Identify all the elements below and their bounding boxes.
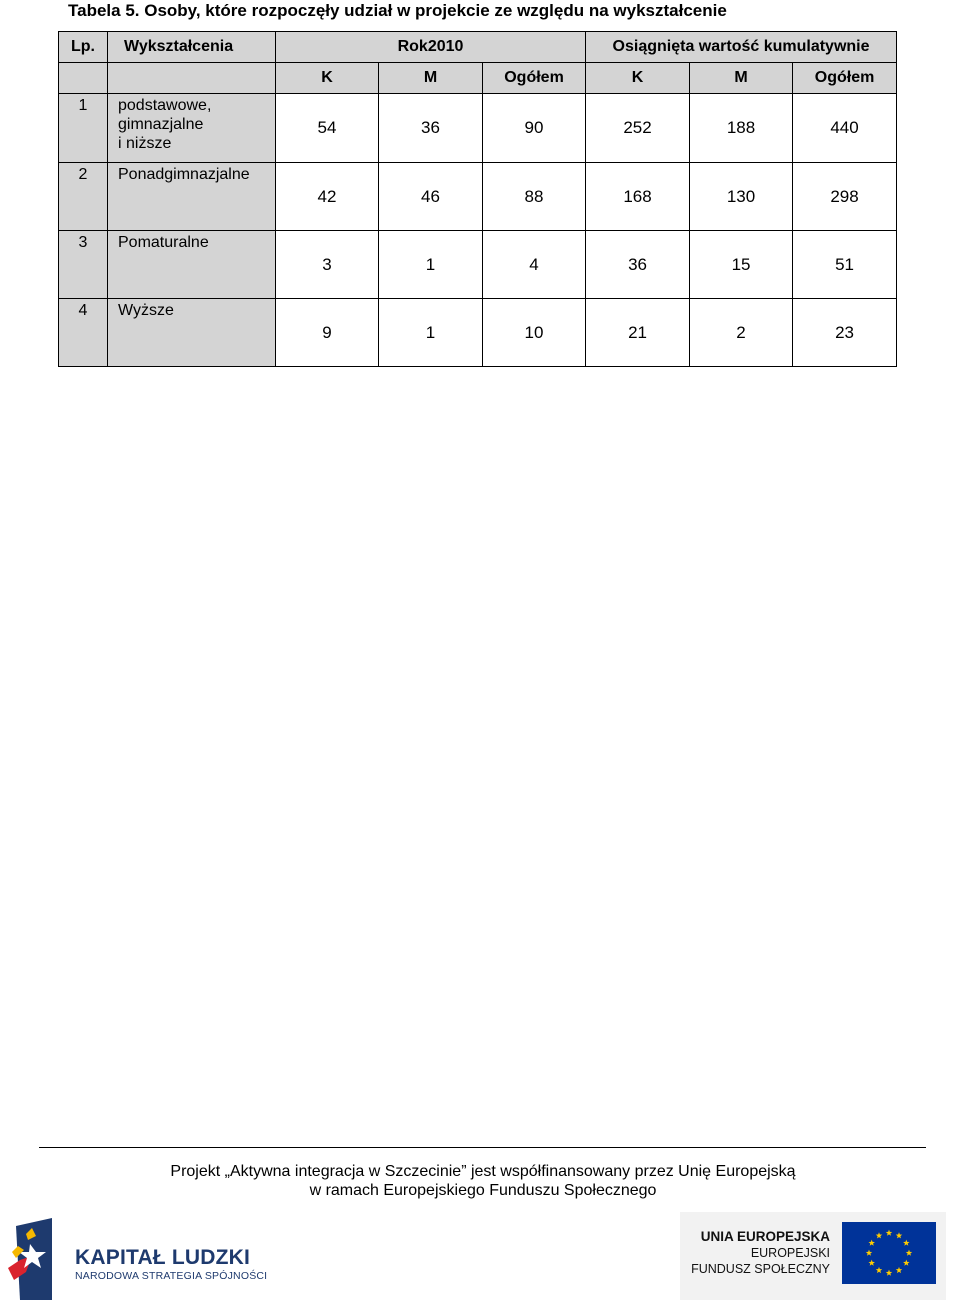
row-lp: 4 [59,299,108,367]
header-education: Wykształcenia [108,32,276,63]
table-row [59,163,897,231]
table-row [59,94,897,163]
header-m: M [379,63,483,94]
footer-divider [39,1147,926,1148]
cell-value: 90 [483,94,586,163]
cell-value: 1 [379,231,483,299]
cell-value: 1 [379,299,483,367]
cell-value: 252 [586,94,690,163]
row-education [108,299,276,367]
header-total: Ogółem [483,63,586,94]
header-cum-k: K [586,63,690,94]
eu-flag-icon [842,1222,936,1284]
row-education [108,94,276,163]
header-lp-blank [59,63,108,94]
kapital-ludzki-logo-icon [6,1216,58,1300]
cell-value: 23 [793,299,897,367]
footer-line-1: Projekt „Aktywna integracja w Szczecinie” jest współfinansowany przez Unię Europejską [170,1163,796,1180]
eu-logo-line-1: UNIA EUROPEJSKA [700,1229,830,1244]
row-education-line: Ponadgimnazjalne [118,166,250,183]
table-row [59,231,897,299]
row-lp: 3 [59,231,108,299]
row-education-line: Pomaturalne [118,234,209,251]
cell-value: 3 [276,231,379,299]
row-education [108,231,276,299]
kapital-ludzki-subtitle: NARODOWA STRATEGIA SPÓJNOŚCI [75,1270,268,1282]
header-row-2 [59,63,897,94]
row-lp: 2 [59,163,108,231]
header-cum-total: Ogółem [793,63,897,94]
header-row-1 [59,32,897,63]
cell-value: 9 [276,299,379,367]
education-table [58,31,897,367]
cell-value: 4 [483,231,586,299]
cell-value: 15 [690,231,793,299]
table-caption: Tabela 5. Osoby, które rozpoczęły udział w projekcie ze względu na wykształcenie [68,1,727,20]
footer-line-2: w ramach Europejskiego Funduszu Społecznego [309,1182,657,1199]
row-education-line: podstawowe, [118,97,212,114]
row-education-line: Wyższe [118,302,174,319]
cell-value: 2 [690,299,793,367]
cell-value: 88 [483,163,586,231]
header-k: K [276,63,379,94]
header-cumulative: Osiągnięta wartość kumulatywnie [586,32,897,63]
cell-value: 168 [586,163,690,231]
cell-value: 440 [793,94,897,163]
cell-value: 188 [690,94,793,163]
eu-logo-line-2: EUROPEJSKI [750,1246,830,1260]
cell-value: 21 [586,299,690,367]
cell-value: 42 [276,163,379,231]
kapital-ludzki-title: KAPITAŁ LUDZKI [75,1246,251,1269]
header-cum-m: M [690,63,793,94]
cell-value: 36 [586,231,690,299]
cell-value: 130 [690,163,793,231]
row-education-line: i niższe [118,135,172,152]
cell-value: 10 [483,299,586,367]
cell-value: 54 [276,94,379,163]
row-education-line: gimnazjalne [118,116,204,133]
table-row [59,299,897,367]
row-education [108,163,276,231]
footer-text [0,1162,960,1200]
header-lp: Lp. [59,32,108,63]
cell-value: 298 [793,163,897,231]
header-education-blank [108,63,276,94]
cell-value: 51 [793,231,897,299]
cell-value: 46 [379,163,483,231]
eu-logo-line-3: FUNDUSZ SPOŁECZNY [691,1262,830,1276]
header-year: Rok2010 [276,32,586,63]
cell-value: 36 [379,94,483,163]
row-lp: 1 [59,94,108,163]
